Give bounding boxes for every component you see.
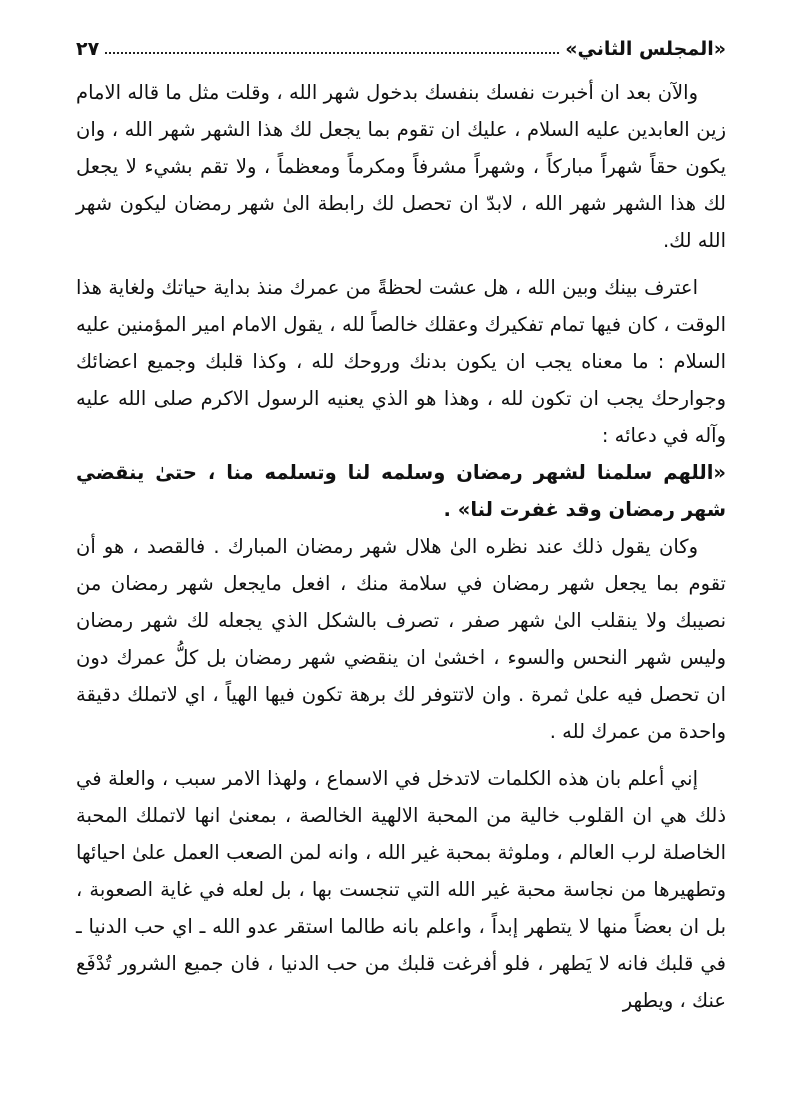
page-number: ٢٧ [76, 38, 100, 60]
paragraph-1: والآن بعد ان أخبرت نفسك بنفسك بدخول شهر الله ، وقلت مثل ما قاله الامام زين العابدين عليه السلام ، عليك ان تقوم بما يجعل لك هذا الشهر شهر الله ، وان يكون حقاً شهراً مباركاً ، وشهراً مشرفاً ومكرماً ومعظماً ، ولا تقم بشيء لا يجعل لك هذا الشهر شهر الله ، لابدّ ان تحصل لك رابطة الىٰ شهر رمضان ليكون شهر الله لك. [76, 81, 726, 252]
leader-dots [105, 52, 559, 54]
prayer-quote: «اللهم سلمنا لشهر رمضان وسلمه لنا وتسلمه منا ، حتىٰ ينقضي شهر رمضان وقد غفرت لنا» . [76, 461, 726, 521]
running-header [76, 30, 726, 60]
chapter-title: «المجلس الثاني» [565, 38, 726, 60]
paragraph-5: إني أعلم بان هذه الكلمات لاتدخل في الاسماع ، ولهذا الامر سبب ، والعلة في ذلك هي ان القلوب خالية من المحبة الالهية الخالصة ، بمعنىٰ انها لاتملك المحبة الخاصلة لرب العالم ، وملوثة بمحبة غير الله ، وانه لمن الصعب العمل علىٰ احيائها وتطهيرها من نجاسة محبة غير الله التي تنجست بها ، بل لعله في غاية الصعوبة ، بل ان بعضاً منها لا يتطهر إبداً ، واعلم بانه طالما استقر عدو الله ـ اي حب الدنيا ـ في قلبك فانه لا يَطهر ، فلو أفرغت قلبك من حب الدنيا ، فان جميع الشرور تُدْفَع عنك ، ويطهر [76, 767, 726, 1012]
body-text [76, 74, 726, 1019]
paragraph-4: وكان يقول ذلك عند نظره الىٰ هلال شهر رمضان المبارك . فالقصد ، هو أن تقوم بما يجعل شهر رمضان في سلامة منك ، افعل مايجعل شهر رمضان من نصيبك ولا ينقلب الىٰ شهر صفر ، تصرف بالشكل الذي يجعله لك شهر رمضان وليس شهر النحس والسوء ، اخشىٰ ان ينقضي شهر رمضان بل كلُّ عمرك دون ان تحصل فيه علىٰ ثمرة . وان لاتتوفر لك برهة تكون فيها الهياً ، اي لاتملك دقيقة واحدة من عمرك لله . [76, 535, 726, 743]
paragraph-2: اعترف بينك وبين الله ، هل عشت لحظةً من عمرك منذ بداية حياتك ولغاية هذا الوقت ، كان فيها تمام تفكيرك وعقلك خالصاً لله ، يقول الامام امير المؤمنين عليه السلام : ما معناه يجب ان يكون بدنك وروحك لله ، وكذا قلبك وجميع اعضائك وجوارحك يجب ان تكون لله ، وهذا هو الذي يعنيه الرسول الاكرم صلى الله عليه وآله في دعائه : [76, 276, 726, 447]
